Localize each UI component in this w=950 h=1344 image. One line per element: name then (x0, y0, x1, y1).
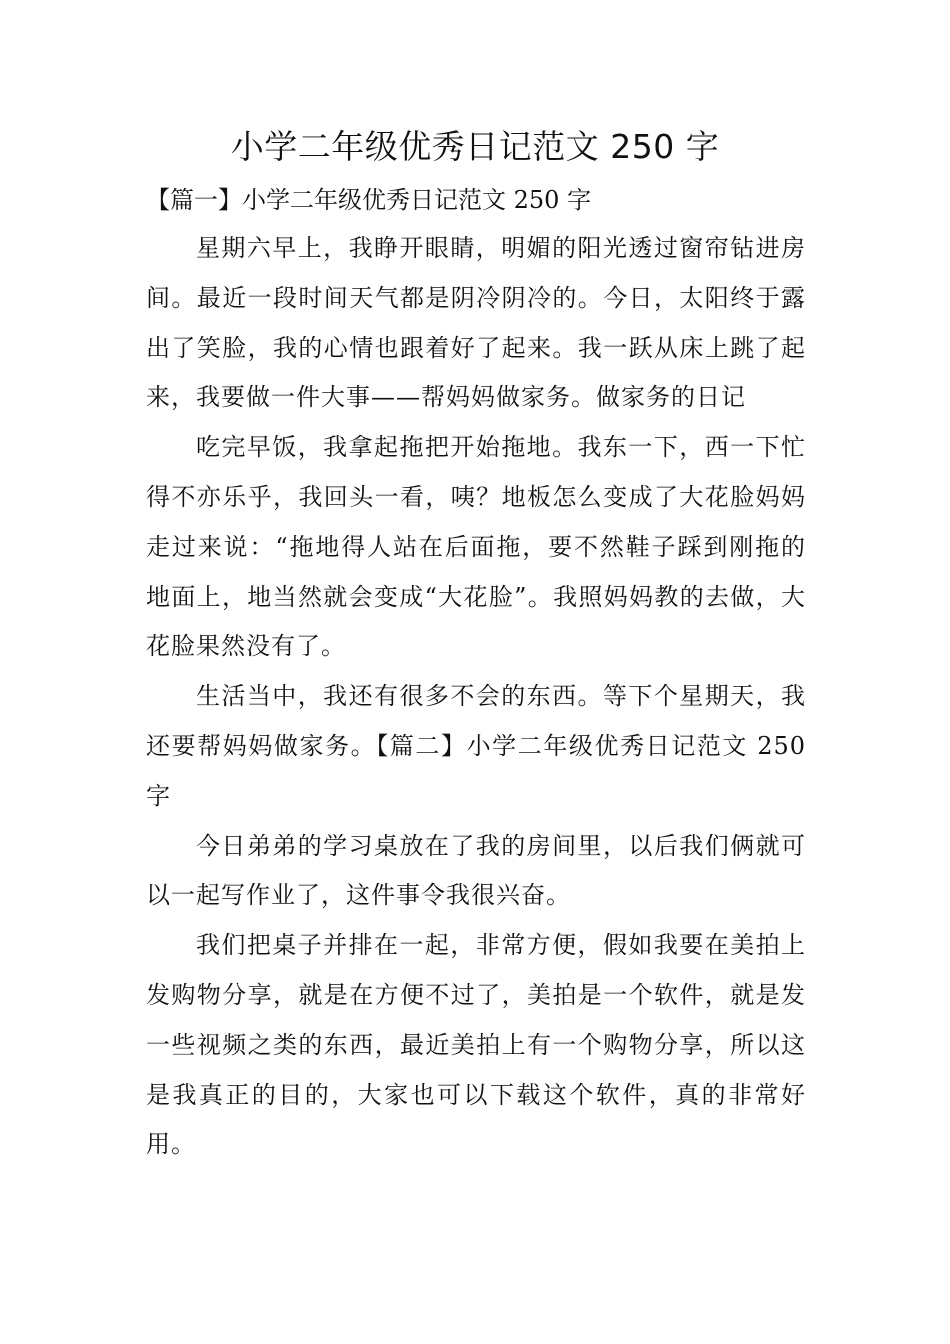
paragraph-3: 生活当中，我还有很多不会的东西。等下个星期天，我还要帮妈妈做家务。【篇二】小学二年级优秀日记范文 250 字 (146, 682, 806, 810)
paragraph-4: 今日弟弟的学习桌放在了我的房间里，以后我们俩就可以一起写作业了，这件事令我很兴奋。 (146, 831, 806, 910)
document-body (146, 224, 806, 1170)
section-heading: 【篇一】小学二年级优秀日记范文 250 字 (146, 186, 592, 214)
paragraph-5: 我们把桌子并排在一起，非常方便，假如我要在美拍上发购物分享，就是在方便不过了，美拍是一个软件，就是发一些视频之类的东西，最近美拍上有一个购物分享，所以这是我真正的目的，大家也可以下载这个软件，真的非常好用。 (146, 931, 806, 1159)
paragraph-2: 吃完早饭，我拿起拖把开始拖地。我东一下，西一下忙得不亦乐乎，我回头一看，咦？地板怎么变成了大花脸妈妈走过来说：“拖地得人站在后面拖，要不然鞋子踩到刚拖的地面上，地当然就会变成“大花脸”。我照妈妈教的去做，大花脸果然没有了。 (146, 433, 806, 661)
paragraph-1: 星期六早上，我睁开眼睛，明媚的阳光透过窗帘钻进房间。最近一段时间天气都是阴冷阴冷的。今日，太阳终于露出了笑脸，我的心情也跟着好了起来。我一跃从床上跳了起来，我要做一件大事——帮妈妈做家务。做家务的日记 (146, 234, 806, 412)
document-title: 小学二年级优秀日记范文 250 字 (230, 127, 720, 166)
